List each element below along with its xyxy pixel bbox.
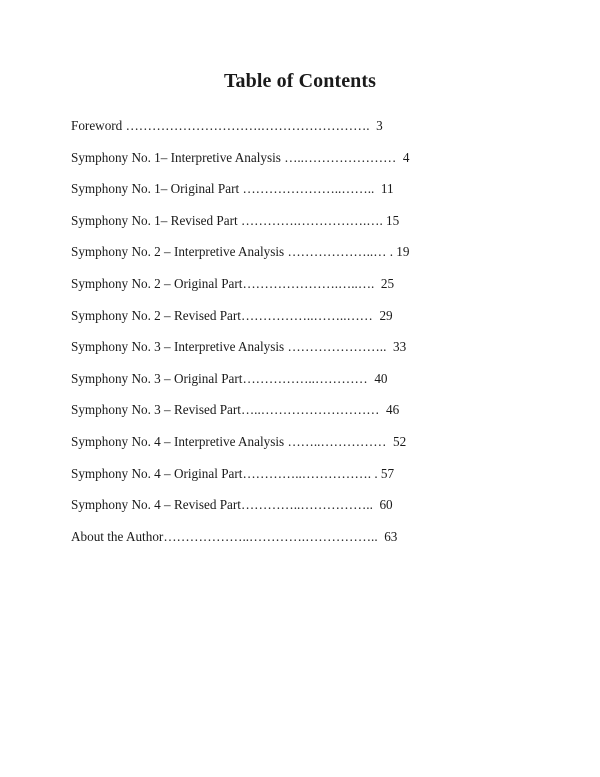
toc-entry-leader: ………………..… . <box>284 244 397 260</box>
toc-entry <box>71 430 409 462</box>
toc-entry-page: 3 <box>376 118 383 133</box>
toc-entry-page: 33 <box>392 339 407 355</box>
toc-entry-leader: ………………..………….…………….. <box>163 528 385 544</box>
toc-entry-label: Symphony No. 4 – Revised Part <box>71 497 241 513</box>
toc-entry <box>71 462 409 494</box>
toc-entry-leader: …………..……………. . <box>242 465 381 481</box>
toc-entry-leader: …..………………… <box>280 149 403 165</box>
toc-entry <box>71 398 409 430</box>
toc-entry-label: Symphony No. 3 – Revised Part <box>71 402 241 418</box>
toc-entry-leader: …………………..…….. <box>239 181 381 197</box>
toc-entry-page: 19 <box>396 244 410 260</box>
toc-entry-label: About the Author <box>71 528 164 544</box>
toc-entry-page: 15 <box>386 212 400 228</box>
toc-entry-label: Symphony No. 1– Revised Part <box>71 212 238 228</box>
toc-list <box>71 114 409 556</box>
toc-entry-page: 4 <box>402 149 410 165</box>
toc-entry-label: Symphony No. 3 – Original Part <box>71 370 243 386</box>
toc-entry-leader: ………………………….……………………. <box>122 118 377 133</box>
toc-entry-leader: ………….…………….…. <box>237 212 387 228</box>
toc-entry-label: Symphony No. 2 – Revised Part <box>71 307 241 323</box>
toc-entry-label: Symphony No. 2 – Original Part <box>71 275 243 291</box>
toc-entry-leader: …………..…………….. <box>240 497 380 513</box>
toc-entry <box>71 114 409 146</box>
toc-entry-page: 25 <box>380 275 395 291</box>
toc-entry <box>71 177 409 209</box>
toc-entry-page: 63 <box>384 528 398 544</box>
toc-entry-label: Foreword <box>71 118 123 133</box>
toc-entry-label: Symphony No. 1– Interpretive Analysis <box>71 149 281 165</box>
toc-entry <box>71 335 409 367</box>
toc-entry <box>71 209 409 241</box>
toc-entry-page: 40 <box>374 370 388 386</box>
toc-entry-label: Symphony No. 1– Original Part <box>71 181 240 197</box>
toc-entry-leader: ………………….. <box>284 339 393 355</box>
toc-entry <box>71 146 409 178</box>
toc-entry-page: 11 <box>380 181 394 197</box>
toc-entry <box>71 304 409 336</box>
toc-entry-label: Symphony No. 3 – Interpretive Analysis <box>71 339 285 355</box>
toc-entry <box>71 493 409 525</box>
toc-entry-leader: ……..…………… <box>284 433 393 449</box>
toc-entry <box>71 367 409 399</box>
toc-entry <box>71 525 409 557</box>
toc-entry-label: Symphony No. 2 – Interpretive Analysis <box>71 244 285 260</box>
toc-entry <box>71 272 409 304</box>
toc-entry <box>71 240 409 272</box>
toc-entry-leader: ……………..……..…… <box>240 307 380 323</box>
toc-entry-leader: ……………..………… <box>242 370 375 386</box>
toc-entry-page: 52 <box>392 433 407 449</box>
toc-entry-label: Symphony No. 4 – Original Part <box>71 465 243 481</box>
toc-entry-page: 57 <box>380 465 395 481</box>
page-title: Table of Contents <box>223 70 377 92</box>
toc-entry-leader: …..……………………… <box>240 402 387 418</box>
toc-entry-page: 46 <box>386 402 400 418</box>
toc-entry-page: 60 <box>379 497 393 513</box>
toc-entry-page: 29 <box>379 307 393 323</box>
toc-entry-label: Symphony No. 4 – Interpretive Analysis <box>71 433 285 449</box>
toc-entry-leader: ………………….…..…. <box>242 275 381 291</box>
